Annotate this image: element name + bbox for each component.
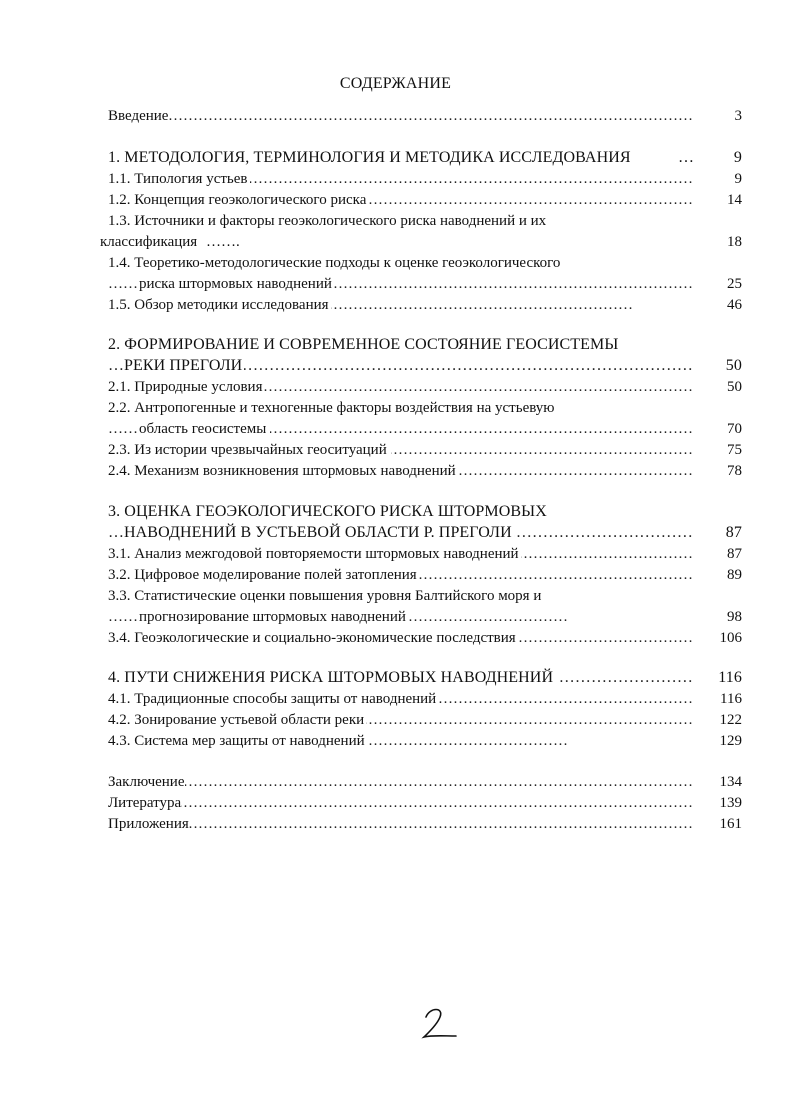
page-number: 139: [719, 795, 742, 811]
page-number: 98: [727, 609, 742, 625]
toc-entry-1-5[interactable]: [108, 295, 748, 315]
toc-section-1[interactable]: [108, 148, 748, 168]
entry-title: Заключение: [108, 774, 185, 790]
toc-entry-1-4-line2[interactable]: [108, 274, 748, 294]
entry-title: Литература: [108, 795, 182, 811]
toc-entry-4-3[interactable]: [108, 731, 748, 751]
page-number: 9: [733, 149, 742, 166]
toc-section-2-line1[interactable]: [108, 335, 748, 355]
entry-title: 3.4. Геоэкологические и социально-экономические последствия: [108, 630, 516, 646]
page-number: 106: [719, 630, 742, 646]
entry-title: Введение: [108, 108, 169, 124]
toc-section-3-line2[interactable]: [108, 523, 748, 543]
entry-title-cont: прогнозирование штормовых наводнений: [139, 609, 406, 625]
entry-title: 3.1. Анализ межгодовой повторяемости штормовых наводнений: [108, 546, 519, 562]
entry-title: Приложения: [108, 816, 189, 832]
handwritten-page-mark: [418, 1003, 478, 1043]
toc-entry-1-1[interactable]: [108, 169, 748, 189]
toc-entry-literature[interactable]: [108, 793, 748, 813]
toc-entry-1-3-line1[interactable]: [108, 211, 748, 231]
page-number: 70: [727, 421, 742, 437]
page-number: 25: [727, 276, 742, 292]
toc-entry-3-1[interactable]: [108, 544, 748, 564]
toc-entry-4-1[interactable]: [108, 689, 748, 709]
section-heading: 4. ПУТИ СНИЖЕНИЯ РИСКА ШТОРМОВЫХ НАВОДНЕНИЙ: [108, 668, 559, 688]
entry-title: 4.1. Традиционные способы защиты от наводнений: [108, 691, 437, 707]
leader-dots: [108, 106, 694, 126]
page-number: 50: [725, 357, 742, 374]
page-number: 46: [727, 297, 742, 313]
toc-entry-2-2-line2[interactable]: [108, 419, 748, 439]
entry-title: 1.2. Концепция геоэкологического риска: [108, 192, 367, 208]
page-title: СОДЕРЖАНИЕ: [339, 75, 452, 92]
leader-dots: [108, 772, 694, 792]
leader-dots: [108, 793, 694, 813]
toc-entry-1-3-line2[interactable]: [100, 232, 748, 252]
toc-entry-conclusion[interactable]: [108, 772, 748, 792]
toc-entry-intro[interactable]: [108, 106, 748, 126]
entry-title: 2.1. Природные условия: [108, 379, 263, 395]
entry-title: 3.3. Статистические оценки повышения уровня Балтийского моря и: [108, 588, 542, 604]
entry-title-cont: риска штормовых наводнений: [139, 276, 332, 292]
toc-entry-3-4[interactable]: [108, 628, 748, 648]
toc-entry-2-2-line1[interactable]: [108, 398, 748, 418]
section-heading-cont: НАВОДНЕНИЙ В УСТЬЕВОЙ ОБЛАСТИ Р. ПРЕГОЛИ: [124, 524, 512, 541]
entry-title: 3.2. Цифровое моделирование полей затопления: [108, 567, 417, 583]
toc-section-4[interactable]: [108, 668, 748, 688]
toc-entry-4-2[interactable]: [108, 710, 748, 730]
page-number: 116: [718, 669, 742, 686]
leader-dots: …….: [206, 234, 240, 250]
toc-section-2-line2[interactable]: [108, 356, 748, 376]
toc-entry-3-2[interactable]: [108, 565, 748, 585]
page-number: 89: [727, 567, 742, 583]
entry-title-cont: область геосистемы: [139, 419, 270, 439]
section-heading: 1. МЕТОДОЛОГИЯ, ТЕРМИНОЛОГИЯ И МЕТОДИКА ИССЛЕДОВАНИЯ: [108, 149, 631, 166]
toc-entry-2-1[interactable]: [108, 377, 748, 397]
page-number: 3: [734, 108, 742, 124]
toc-entry-3-3-line1[interactable]: [108, 586, 748, 606]
entry-title: 1.1. Типология устьев: [108, 171, 248, 187]
toc-entry-1-4-line1[interactable]: [108, 253, 748, 273]
page-number: 129: [719, 733, 742, 749]
entry-title: 4.3. Система мер защиты от наводнений: [108, 733, 365, 749]
section-heading: 2. ФОРМИРОВАНИЕ И СОВРЕМЕННОЕ СОСТОЯНИЕ ГЕОСИСТЕМЫ: [108, 336, 619, 353]
page-number: 18: [727, 234, 742, 250]
toc-section-3-line1[interactable]: [108, 502, 748, 522]
section-heading-cont: РЕКИ ПРЕГОЛИ: [124, 357, 243, 374]
leader-dots: …: [678, 149, 695, 166]
page-number: 161: [719, 816, 742, 832]
toc-entry-appendix[interactable]: [108, 814, 748, 834]
page-number: 134: [719, 774, 742, 790]
leader-dots: [108, 814, 694, 834]
page-number: 75: [727, 442, 742, 458]
toc-entry-2-3[interactable]: [108, 440, 748, 460]
toc-entry-2-4[interactable]: [108, 461, 748, 481]
entry-title: 2.3. Из истории чрезвычайных геоситуаций: [108, 440, 391, 460]
entry-title: 1.5. Обзор методики исследования: [108, 297, 329, 313]
entry-title: 2.2. Антропогенные и техногенные факторы воздействия на устьевую: [108, 400, 555, 416]
entry-title: 2.4. Механизм возникновения штормовых наводнений: [108, 463, 456, 479]
section-heading: 3. ОЦЕНКА ГЕОЭКОЛОГИЧЕСКОГО РИСКА ШТОРМОВЫХ: [108, 503, 547, 520]
entry-title: 1.4. Теоретико-методологические подходы к оценке геоэкологического: [108, 255, 561, 271]
toc-entry-3-3-line2[interactable]: [108, 607, 748, 627]
entry-title: 1.3. Источники и факторы геоэкологического риска наводнений и их: [108, 213, 547, 229]
page-number: 116: [720, 691, 742, 707]
page-number: 87: [725, 524, 742, 541]
page-number: 50: [727, 379, 742, 395]
toc-entry-1-2[interactable]: [108, 190, 748, 210]
page-number: 87: [727, 546, 742, 562]
entry-title-cont: классификация: [100, 234, 198, 250]
page-number: 122: [719, 712, 742, 728]
entry-title: 4.2. Зонирование устьевой области реки: [108, 712, 365, 728]
page-number: 78: [727, 463, 742, 479]
page-number: 9: [734, 171, 742, 187]
page-number: 14: [727, 192, 742, 208]
